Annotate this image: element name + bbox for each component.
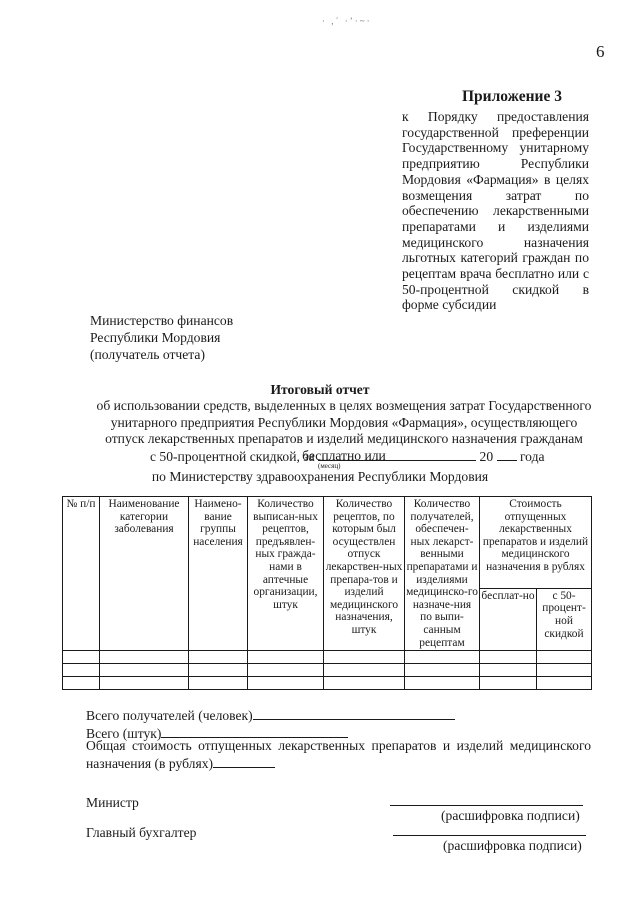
report-description: об использовании средств, выделенных в целях возмещения затрат Государственного унитарного предприятия Республики Мордовия «Фармация», осуществляющего отпуск лекарственных препаратов и изделий медицинского назначения гражданам бесплатно или (96, 398, 592, 463)
month-blank[interactable] (318, 447, 476, 461)
recipient-note: (получатель отчета) (90, 347, 205, 362)
table-cell[interactable] (100, 677, 189, 690)
subheader-discount: с 50-процент-ной скидкой (537, 588, 592, 650)
table-cell[interactable] (248, 677, 324, 690)
table-cell[interactable] (248, 651, 324, 664)
total-cost-blank[interactable] (213, 754, 275, 768)
table-cell[interactable] (405, 651, 480, 664)
total-items-label: Всего (штук) (86, 726, 162, 741)
report-ministry: по Министерству здравоохранения Республики Мордовия (151, 469, 489, 484)
table-cell[interactable] (100, 651, 189, 664)
report-year-suffix: года (519, 449, 545, 464)
table-cell[interactable] (63, 677, 100, 690)
table-cell[interactable] (63, 664, 100, 677)
appendix-title: Приложение 3 (462, 88, 562, 105)
accountant-signature-line[interactable] (393, 835, 586, 836)
report-period-line (150, 447, 545, 465)
minister-label: Министр (86, 795, 139, 810)
table-cell[interactable] (480, 677, 537, 690)
recipient-line: Министерство финансов (90, 313, 234, 328)
total-recipients-blank[interactable] (253, 706, 455, 720)
scan-artifact: · ,´ ·ʼ·~· (322, 16, 372, 26)
table-cell[interactable] (324, 651, 405, 664)
table-cell[interactable] (189, 651, 248, 664)
report-title: Итоговый отчет (270, 382, 370, 397)
recipient-block (90, 312, 233, 363)
header-number: № п/п (63, 497, 100, 651)
recipient-line: Республики Мордовия (90, 330, 221, 345)
table-cell[interactable] (537, 651, 592, 664)
table-cell[interactable] (480, 651, 537, 664)
header-recipients-count: Количество получателей, обеспечен-ных лекарст-венными препаратами и изделиями медицинско-го назначе-ния по выпи-санным рецептам (405, 497, 480, 651)
table-cell[interactable] (405, 677, 480, 690)
accountant-label: Главный бухгалтер (86, 825, 197, 840)
table-cell[interactable] (324, 664, 405, 677)
table-row (63, 664, 592, 677)
header-population-group: Наимено-вание группы населения (189, 497, 248, 651)
header-cost: Стоимость отпущенных лекарственных препаратов и изделий медицинского назначения в рублях (480, 497, 592, 589)
total-cost-label-end: назначения (в рублях) (86, 756, 214, 771)
table-cell[interactable] (537, 677, 592, 690)
header-disease-category: Наименование категории заболевания (100, 497, 189, 651)
table-cell[interactable] (63, 651, 100, 664)
table-cell[interactable] (405, 664, 480, 677)
report-year-prefix: 20 (479, 449, 494, 464)
table-row (63, 651, 592, 664)
table-row (63, 677, 592, 690)
table-cell[interactable] (324, 677, 405, 690)
appendix-text: к Порядку предоставления государственной преференции Государственному унитарному предприятию Республики Мордовия «Фармация» в целях возмещения затрат по обеспечению лекарственными препаратами и изделиями медицинского назначения льготных категорий граждан по рецептам врача бесплатно или с 50-процентной скидкой в форме субсидии (402, 109, 589, 313)
page-number: 6 (596, 42, 605, 61)
header-dispensed-count: Количество рецептов, по которым был осуществлен отпуск лекарствен-ных препара-тов и изделий медицинского назначения, штук (324, 497, 405, 651)
table-header-row (63, 497, 592, 589)
table-cell[interactable] (480, 664, 537, 677)
totals-block (86, 706, 455, 742)
table-cell[interactable] (248, 664, 324, 677)
total-items-blank[interactable] (161, 724, 348, 738)
table-cell[interactable] (100, 664, 189, 677)
subheader-free: бесплат-но (480, 588, 537, 650)
table-cell[interactable] (189, 677, 248, 690)
table-cell[interactable] (537, 664, 592, 677)
header-prescriptions-count: Количество выписан-ных рецептов, предъявлен-ных гражда-нами в аптечные организации, штук (248, 497, 324, 651)
total-cost-line (86, 754, 275, 772)
accountant-decode-hint: (расшифровка подписи) (443, 838, 582, 853)
minister-signature-line[interactable] (390, 805, 583, 806)
total-recipients-label: Всего получателей (человек) (86, 708, 253, 723)
minister-decode-hint: (расшифровка подписи) (441, 808, 580, 823)
total-cost-label: Общая стоимость отпущенных лекарственных препаратов и изделий медицинского (86, 738, 591, 753)
report-period-prefix: с 50-процентной скидкой, за (150, 449, 315, 464)
report-table (62, 496, 592, 690)
table-cell[interactable] (189, 664, 248, 677)
total-recipients-line (86, 706, 455, 724)
year-blank[interactable] (497, 447, 517, 461)
month-hint: (месяц) (318, 462, 341, 470)
